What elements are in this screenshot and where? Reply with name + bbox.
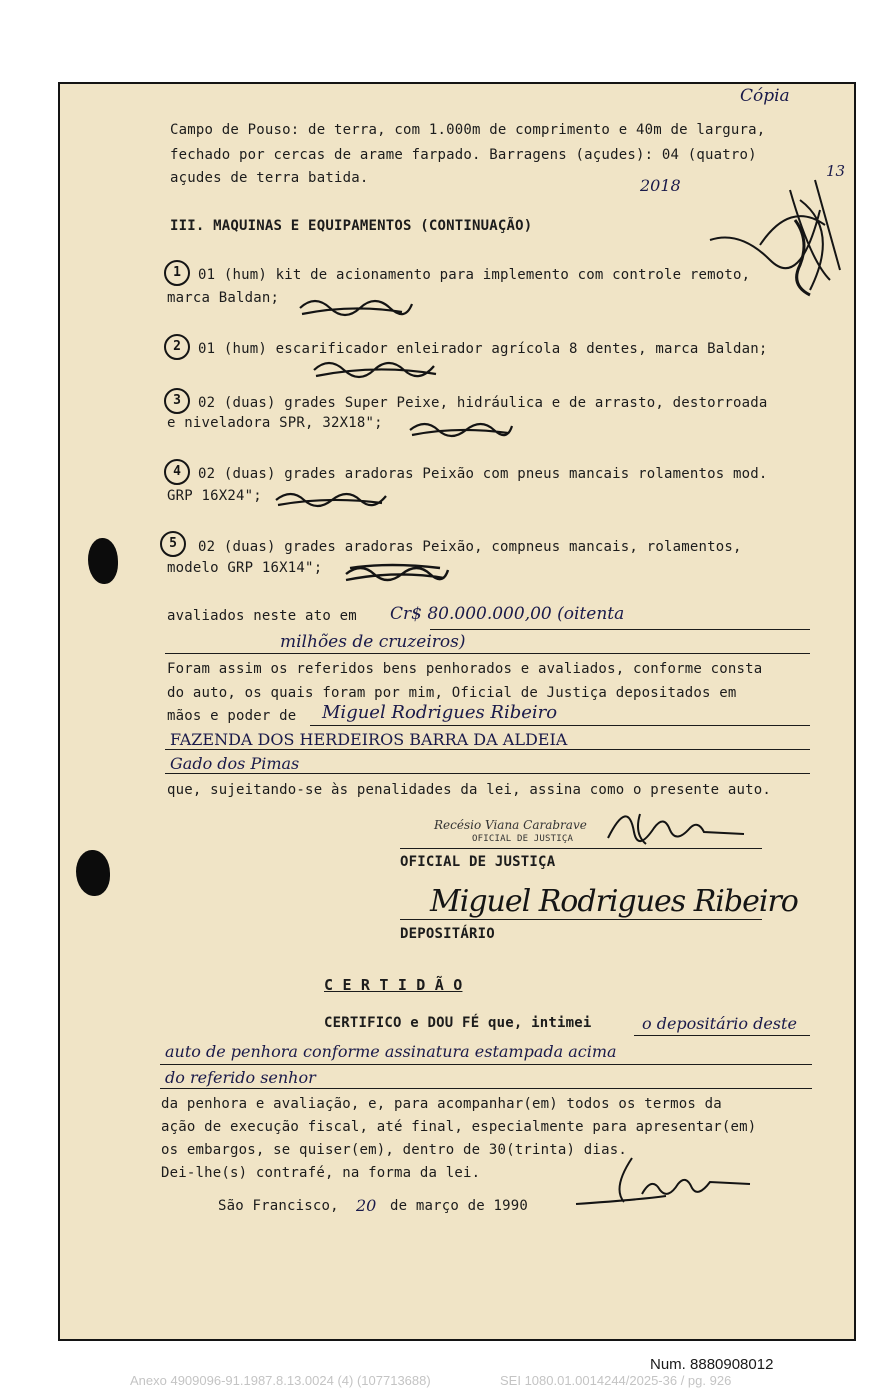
depositary-signature: Miguel Rodrigues Ribeiro: [430, 884, 798, 919]
item-number: 2: [164, 334, 190, 360]
officer-signature: [600, 804, 760, 850]
item-line: 01 (hum) kit de acionamento para implemento com controle remoto,: [198, 267, 751, 283]
officer-label: OFICIAL DE JUSTIÇA: [400, 854, 556, 870]
page-mark: 13: [826, 162, 846, 180]
punch-hole-bottom: [76, 850, 110, 896]
depositary-address-handwritten: FAZENDA DOS HERDEIROS BARRA DA ALDEIA: [170, 730, 568, 749]
certidao-line: Dei-lhe(s) contrafé, na forma da lei.: [161, 1165, 481, 1181]
depositary-label: DEPOSITÁRIO: [400, 926, 495, 942]
certidao-line: ação de execução fiscal, até final, especialmente para apresentar(em): [161, 1119, 757, 1135]
fill-line: [310, 725, 810, 726]
item-line: e niveladora SPR, 32X18";: [167, 415, 383, 431]
rubric-scribble: [296, 294, 416, 322]
intro-line: açudes de terra batida.: [170, 170, 369, 186]
punch-hole-top: [88, 538, 118, 584]
fill-line: [160, 1088, 812, 1089]
valuation-handwritten-2: milhões de cruzeiros): [280, 632, 466, 652]
fill-line: [160, 1064, 812, 1065]
item-number: 4: [164, 459, 190, 485]
fill-line: [165, 773, 810, 774]
rubric-scribble: [272, 486, 392, 512]
certidao-hand-1: o depositário deste: [642, 1014, 797, 1033]
officer-stamp-name: Recésio Viana Carabrave: [434, 818, 587, 832]
intro-line: fechado por cercas de arame farpado. Barragens (açudes): 04 (quatro): [170, 147, 757, 163]
footer-annex: Anexo 4909096-91.1987.8.13.0024 (4) (107713688): [130, 1373, 431, 1388]
item-line: marca Baldan;: [167, 290, 280, 306]
day-handwritten: 20: [356, 1196, 377, 1215]
intro-line: Campo de Pouso: de terra, com 1.000m de comprimento e 40m de largura,: [170, 122, 766, 138]
item-number: 1: [164, 260, 190, 286]
signature-line-depositary: [400, 919, 762, 920]
officer-stamp-role: OFICIAL DE JUSTIÇA: [472, 834, 574, 844]
certidao-hand-3: do referido senhor: [165, 1068, 316, 1087]
item-line: 01 (hum) escarificador enleirador agrícola 8 dentes, marca Baldan;: [198, 341, 768, 357]
certidao-hand-2: auto de penhora conforme assinatura estampada acima: [165, 1042, 617, 1061]
fill-line: [165, 749, 810, 750]
depositary-name-handwritten: Miguel Rodrigues Ribeiro: [322, 702, 558, 723]
copy-mark: Cópia: [740, 86, 790, 106]
valuation-label: avaliados neste ato em: [167, 608, 357, 624]
closing-line: que, sujeitando-se às penalidades da lei, assina como o presente auto.: [167, 782, 772, 798]
certidao-title: C E R T I D Ã O: [324, 976, 463, 994]
certidao-line: os embargos, se quiser(em), dentro de 30(trinta) dias.: [161, 1142, 627, 1158]
fill-line: [634, 1035, 810, 1036]
depositary-place-handwritten: Gado dos Pimas: [170, 754, 300, 773]
date-rest: de março de 1990: [390, 1198, 529, 1214]
rubric-scribble: [342, 560, 452, 588]
footer-num: Num. 8880908012: [650, 1356, 774, 1373]
deposit-label: mãos e poder de: [167, 708, 297, 724]
valuation-handwritten: Cr$ 80.000.000,00 (oitenta: [390, 604, 625, 624]
item-line: modelo GRP 16X14";: [167, 560, 323, 576]
rubric-scribble: [310, 356, 450, 384]
item-line: 02 (duas) grades Super Peixe, hidráulica e de arrasto, destorroada: [198, 395, 768, 411]
item-number: 5: [160, 531, 186, 557]
document-page: [58, 82, 856, 1341]
certidao-line: da penhora e avaliação, e, para acompanhar(em) todos os termos da: [161, 1096, 722, 1112]
place: São Francisco,: [218, 1198, 339, 1214]
officer-signature-final: [572, 1154, 762, 1210]
body-line: do auto, os quais foram por mim, Oficial de Justiça depositados em: [167, 685, 737, 701]
item-line: 02 (duas) grades aradoras Peixão com pneus mancais rolamentos mod.: [198, 466, 768, 482]
fill-line: [165, 653, 810, 654]
folio-mark: 2018: [640, 176, 681, 195]
item-line: 02 (duas) grades aradoras Peixão, compneus mancais, rolamentos,: [198, 539, 742, 555]
rubric-scribble: [406, 416, 516, 442]
item-number: 3: [164, 388, 190, 414]
body-line: Foram assim os referidos bens penhorados e avaliados, conforme consta: [167, 661, 763, 677]
certidao-lead: CERTIFICO e DOU FÉ que, intimei: [324, 1015, 592, 1031]
signature-line-officer: [400, 848, 762, 849]
item-line: GRP 16X24";: [167, 488, 262, 504]
section-title: III. MAQUINAS E EQUIPAMENTOS (CONTINUAÇÃO): [170, 218, 533, 234]
footer-sei: SEI 1080.01.0014244/2025-36 / pg. 926: [500, 1373, 732, 1388]
fill-line: [430, 629, 810, 630]
